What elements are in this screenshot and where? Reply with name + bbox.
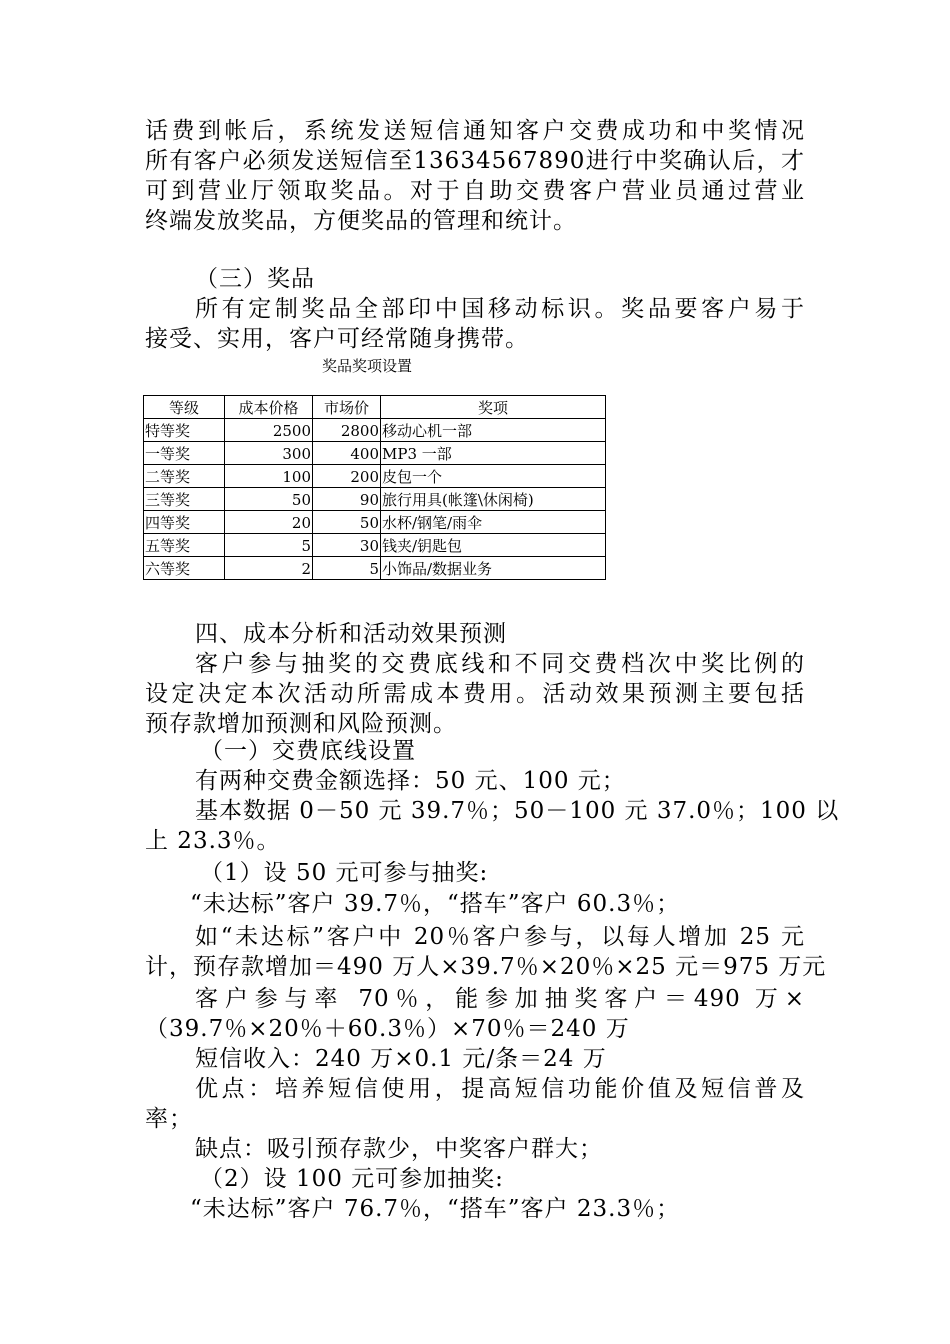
intro-line-1: 话费到帐后，系统发送短信通知客户交费成功和中奖情况 bbox=[145, 118, 805, 144]
cell-prize: 钱夹/钥匙包 bbox=[381, 534, 606, 557]
cell-market-price: 30 bbox=[313, 534, 381, 557]
analysis-line-4: （一）交费底线设置 bbox=[200, 738, 416, 764]
cell-market-price: 200 bbox=[313, 465, 381, 488]
header-market-price: 市场价 bbox=[313, 396, 381, 419]
prize-table-caption: 奖品奖项设置 bbox=[322, 357, 413, 375]
analysis-line-11: 计，预存款增加＝490 万人×39.7％×20％×25 元＝975 万元 bbox=[145, 954, 827, 980]
cell-market-price: 90 bbox=[313, 488, 381, 511]
cell-cost: 100 bbox=[225, 465, 313, 488]
cell-level: 二等奖 bbox=[144, 465, 225, 488]
table-row bbox=[144, 511, 606, 534]
cell-level: 四等奖 bbox=[144, 511, 225, 534]
prize-table-header-row bbox=[144, 396, 606, 419]
cell-cost: 2 bbox=[225, 557, 313, 580]
table-row bbox=[144, 465, 606, 488]
analysis-line-10: 如“未达标”客户中 20％客户参与，以每人增加 25 元 bbox=[195, 924, 805, 950]
analysis-line-3: 预存款增加预测和风险预测。 bbox=[145, 711, 457, 737]
analysis-line-8: （1）设 50 元可参与抽奖: bbox=[200, 860, 489, 886]
cell-cost: 2500 bbox=[225, 419, 313, 442]
analysis-line-19: “未达标”客户 76.7％，“搭车”客户 23.3％； bbox=[190, 1196, 681, 1222]
analysis-line-7: 上 23.3％。 bbox=[145, 828, 281, 854]
prize-para-line-1: 所有定制奖品全部印中国移动标识。奖品要客户易于 bbox=[195, 296, 805, 322]
cell-market-price: 400 bbox=[313, 442, 381, 465]
intro-line-3: 可到营业厅领取奖品。对于自助交费客户营业员通过营业 bbox=[145, 178, 805, 204]
cell-prize: 旅行用具(帐篷\休闲椅) bbox=[381, 488, 606, 511]
cell-prize: 水杯/钢笔/雨伞 bbox=[381, 511, 606, 534]
cell-cost: 20 bbox=[225, 511, 313, 534]
cell-prize: MP3 一部 bbox=[381, 442, 606, 465]
header-level: 等级 bbox=[144, 396, 225, 419]
table-row bbox=[144, 442, 606, 465]
cell-cost: 50 bbox=[225, 488, 313, 511]
analysis-line-18: （2）设 100 元可参加抽奖: bbox=[200, 1166, 504, 1192]
prize-para-line-2: 接受、实用，客户可经常随身携带。 bbox=[145, 326, 529, 352]
analysis-heading: 四、成本分析和活动效果预测 bbox=[195, 621, 507, 647]
cell-prize: 移动心机一部 bbox=[381, 419, 606, 442]
cell-level: 五等奖 bbox=[144, 534, 225, 557]
cell-prize: 小饰品/数据业务 bbox=[381, 557, 606, 580]
cell-prize: 皮包一个 bbox=[381, 465, 606, 488]
prize-heading: （三）奖品 bbox=[195, 266, 315, 292]
prize-table bbox=[143, 395, 606, 580]
cell-level: 六等奖 bbox=[144, 557, 225, 580]
header-prize: 奖项 bbox=[381, 396, 606, 419]
table-row bbox=[144, 419, 606, 442]
intro-line-4: 终端发放奖品，方便奖品的管理和统计。 bbox=[145, 208, 577, 234]
analysis-line-2: 设定决定本次活动所需成本费用。活动效果预测主要包括 bbox=[145, 681, 805, 707]
cell-level: 特等奖 bbox=[144, 419, 225, 442]
analysis-line-15: 优点：培养短信使用，提高短信功能价值及短信普及 bbox=[195, 1076, 805, 1102]
analysis-line-12: 客户参与率 70％，能参加抽奖客户＝490 万× bbox=[195, 986, 805, 1012]
cell-cost: 5 bbox=[225, 534, 313, 557]
analysis-line-9: “未达标”客户 39.7％，“搭车”客户 60.3％； bbox=[190, 891, 681, 917]
analysis-line-17: 缺点：吸引预存款少，中奖客户群大； bbox=[195, 1136, 603, 1162]
cell-cost: 300 bbox=[225, 442, 313, 465]
header-cost: 成本价格 bbox=[225, 396, 313, 419]
table-row bbox=[144, 534, 606, 557]
cell-market-price: 5 bbox=[313, 557, 381, 580]
analysis-line-6: 基本数据 0－50 元 39.7％；50－100 元 37.0％；100 以 bbox=[195, 798, 840, 824]
intro-line-2: 所有客户必须发送短信至13634567890进行中奖确认后，才 bbox=[145, 148, 805, 174]
analysis-line-16: 率； bbox=[145, 1106, 193, 1132]
cell-market-price: 2800 bbox=[313, 419, 381, 442]
cell-market-price: 50 bbox=[313, 511, 381, 534]
analysis-line-5: 有两种交费金额选择：50 元、100 元； bbox=[195, 768, 626, 794]
table-row bbox=[144, 557, 606, 580]
cell-level: 三等奖 bbox=[144, 488, 225, 511]
analysis-line-1: 客户参与抽奖的交费底线和不同交费档次中奖比例的 bbox=[195, 651, 805, 677]
analysis-line-14: 短信收入：240 万×0.1 元/条＝24 万 bbox=[195, 1046, 607, 1072]
analysis-line-13: （39.7％×20％＋60.3％）×70％＝240 万 bbox=[145, 1016, 630, 1042]
table-row bbox=[144, 488, 606, 511]
cell-level: 一等奖 bbox=[144, 442, 225, 465]
